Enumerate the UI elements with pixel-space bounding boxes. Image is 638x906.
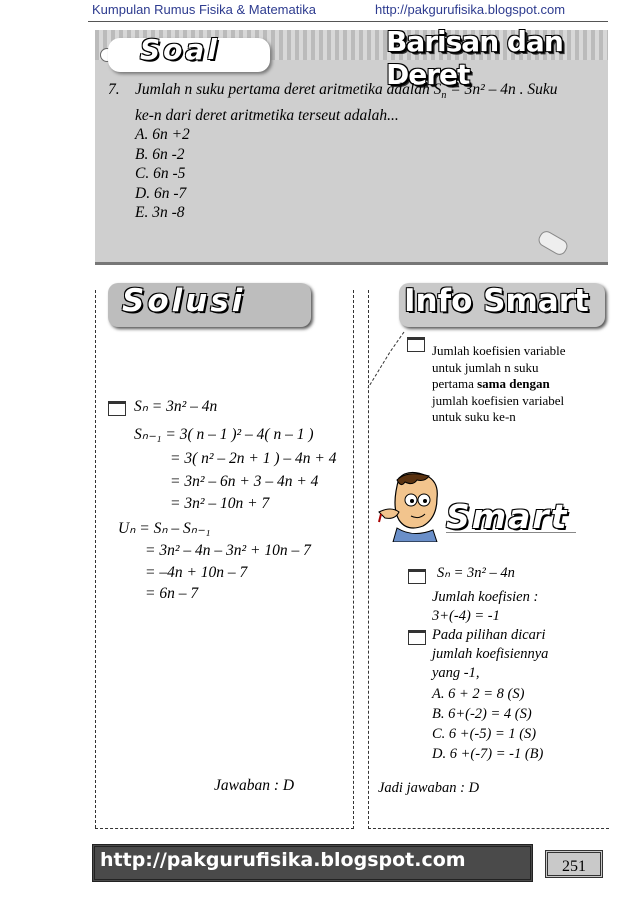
smart-line-5: yang -1, bbox=[432, 665, 480, 681]
solution-line-7: = 3n² – 4n – 3n² + 10n – 7 bbox=[145, 542, 311, 559]
smart-option-c: C. 6 +(-5) = 1 (S) bbox=[432, 726, 537, 742]
connector-line bbox=[366, 330, 406, 390]
solution-line-9: = 6n – 7 bbox=[145, 585, 199, 602]
question-number: 7. bbox=[108, 81, 120, 98]
solution-line-5: = 3n² – 10n + 7 bbox=[170, 495, 270, 512]
soal-badge-label: Soal bbox=[140, 33, 220, 66]
folder-icon bbox=[407, 337, 425, 352]
option-d: D. 6n -7 bbox=[135, 184, 187, 202]
footer-url-link[interactable]: http://pakgurufisika.blogspot.com bbox=[100, 849, 466, 871]
folder-icon bbox=[408, 569, 426, 584]
smart-badge-label: Smart bbox=[446, 497, 569, 536]
smart-formula: Sₙ = 3n² – 4n bbox=[437, 565, 515, 581]
solution-line-1: Sₙ = 3n² – 4n bbox=[134, 398, 218, 415]
smart-option-a: A. 6 + 2 = 8 (S) bbox=[432, 686, 525, 702]
thinking-boy-icon bbox=[377, 470, 447, 542]
solution-line-2: Sₙ₋₁ = 3( n – 1 )² – 4( n – 1 ) bbox=[134, 426, 314, 443]
option-c: C. 6n -5 bbox=[135, 165, 186, 183]
smart-underline bbox=[446, 532, 576, 533]
option-b: B. 6n -2 bbox=[135, 145, 185, 163]
question-line-1: Jumlah n suku pertama deret aritmetika adalah $S_n = 3n^2 - 4n$ . Suku bbox=[135, 81, 558, 102]
solution-line-8: = –4n + 10n – 7 bbox=[145, 564, 248, 581]
solusi-badge-label: Solusi bbox=[122, 283, 246, 319]
smart-line-1: Jumlah koefisien : bbox=[432, 589, 539, 605]
folder-icon bbox=[408, 630, 426, 645]
smart-answer: Jadi jawaban : D bbox=[378, 780, 480, 796]
solution-answer: Jawaban : D bbox=[214, 777, 295, 794]
solution-line-3: = 3( n² – 2n + 1 ) – 4n + 4 bbox=[170, 450, 337, 467]
header-title: Kumpulan Rumus Fisika & Matematika bbox=[92, 2, 316, 17]
page-number: 251 bbox=[545, 850, 603, 878]
solution-line-4: = 3n² – 6n + 3 – 4n + 4 bbox=[170, 473, 319, 490]
header-divider bbox=[88, 21, 608, 22]
info-text: Jumlah koefisien variable untuk jumlah n suku pertama sama dengan jumlah koefisien variabel untuk suku ke-n bbox=[432, 343, 566, 424]
chapter-title: Barisan dan Deret bbox=[386, 25, 563, 91]
option-e: E. 3n -8 bbox=[135, 204, 185, 222]
question-line-2: ke-n dari deret aritmetika terseut adalah... bbox=[135, 106, 399, 124]
option-a: A. 6n +2 bbox=[135, 126, 190, 144]
smart-line-2: 3+(-4) = -1 bbox=[432, 608, 500, 624]
header-url-link[interactable]: http://pakgurufisika.blogspot.com bbox=[375, 2, 566, 17]
folder-icon bbox=[108, 401, 126, 416]
solution-line-6: Uₙ = Sₙ – Sₙ₋₁ bbox=[118, 520, 211, 537]
question-text bbox=[108, 80, 603, 223]
smart-option-d: D. 6 +(-7) = -1 (B) bbox=[432, 746, 544, 762]
smart-line-3: Pada pilihan dicari bbox=[432, 627, 546, 643]
smart-option-b: B. 6+(-2) = 4 (S) bbox=[432, 706, 532, 722]
smart-line-4: jumlah koefisiennya bbox=[432, 646, 549, 662]
info-smart-badge-label: Info Smart bbox=[404, 283, 589, 319]
